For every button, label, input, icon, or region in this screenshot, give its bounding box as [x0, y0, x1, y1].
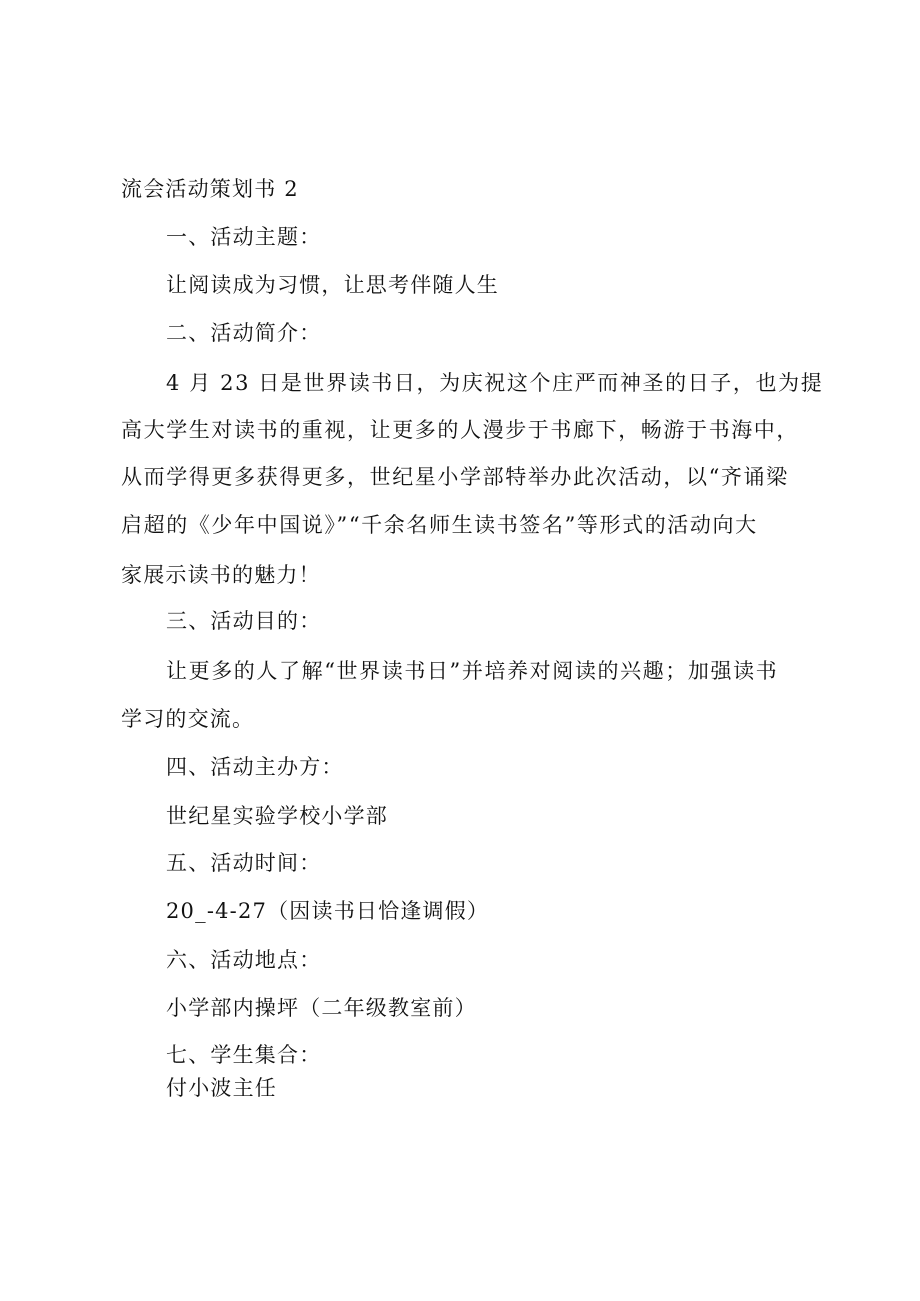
intro-paragraph-line-2: 高大学生对读书的重视，让更多的人漫步于书廊下，畅游于书海中，: [121, 418, 799, 442]
section-heading-time: 五、活动时间：: [166, 851, 322, 875]
theme-text: 让阅读成为习惯，让思考伴随人生: [166, 273, 499, 297]
section-heading-organizer: 四、活动主办方：: [166, 755, 344, 779]
intro-paragraph-line-5: 家展示读书的魅力！: [121, 563, 321, 587]
document-title: 流会活动策划书 2: [121, 177, 299, 201]
section-heading-assembly: 七、学生集合：: [166, 1043, 322, 1067]
time-text: 20_-4-27（因读书日恰逢调假）: [166, 899, 490, 923]
organizer-text: 世纪星实验学校小学部: [166, 804, 388, 828]
assembly-text: 付小波主任: [166, 1076, 277, 1100]
section-heading-theme: 一、活动主题：: [166, 225, 322, 249]
section-heading-purpose: 三、活动目的：: [166, 609, 322, 633]
intro-paragraph-line-3: 从而学得更多获得更多，世纪星小学部特举办此次活动，以“齐诵梁: [121, 465, 789, 489]
intro-paragraph-line-1: 4 月 23 日是世界读书日，为庆祝这个庄严而神圣的日子，也为提: [166, 371, 824, 395]
purpose-paragraph-line-2: 学习的交流。: [121, 707, 255, 731]
intro-paragraph-line-4: 启超的《少年中国说》”“千余名师生读书签名”等形式的活动向大: [121, 513, 758, 537]
section-heading-intro: 二、活动简介：: [166, 321, 322, 345]
purpose-paragraph-line-1: 让更多的人了解“世界读书日”并培养对阅读的兴趣；加强读书: [166, 659, 779, 683]
section-heading-location: 六、活动地点：: [166, 948, 322, 972]
location-text: 小学部内操坪（二年级教室前）: [166, 996, 477, 1020]
